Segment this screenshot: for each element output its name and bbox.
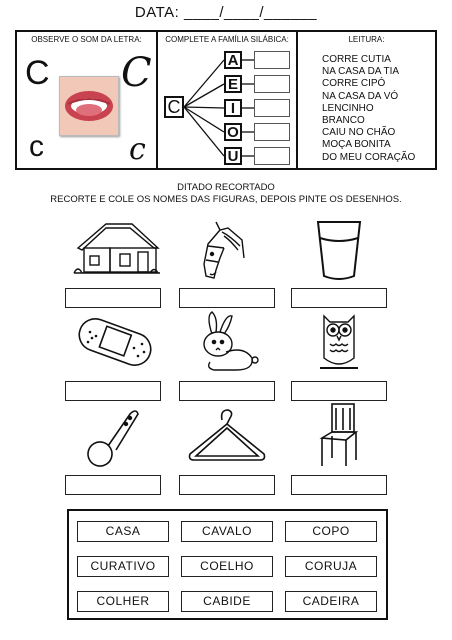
word-card-casa[interactable]: CASA [77,521,169,542]
word-card-cadeira[interactable]: CADEIRA [285,591,377,612]
horse-icon [198,218,248,282]
letter-cursive-small: c [129,132,146,167]
answer-box-coelho[interactable] [179,381,275,401]
vowel-box-u: U [224,147,242,165]
letter-sound-panel [15,30,158,170]
spoon-icon [82,404,142,470]
word-card-colher[interactable]: COLHER [77,591,169,612]
exercise-title: DITADO RECORTADO [177,182,275,193]
letter-upper: C [25,54,50,92]
letter-sound-title: OBSERVE O SOM DA LETRA: [31,35,142,44]
reading-line: CAIU NO CHÃO [322,127,396,139]
reading-line: CORRE CIPÓ [322,78,386,90]
word-card-coruja[interactable]: CORUJA [285,556,377,577]
owl-icon [316,308,362,374]
reading-line: NA CASA DA TIA [322,66,400,78]
reading-title: LEITURA: [348,35,385,44]
house-icon [72,218,162,278]
word-card-copo[interactable]: COPO [285,521,377,542]
word-card-curativo[interactable]: CURATIVO [77,556,169,577]
syllable-answer-box[interactable] [254,75,290,93]
vowel-box-o: O [224,123,242,141]
exercise-instructions: RECORTE E COLE OS NOMES DAS FIGURAS, DEPOIS PINTE OS DESENHOS. [50,194,402,205]
answer-box-curativo[interactable] [65,381,161,401]
answer-box-casa[interactable] [65,288,161,308]
reading-line: LENCINHO [322,102,374,114]
vowel-box-e: E [224,75,242,93]
answer-box-colher[interactable] [65,475,161,495]
word-card-cavalo[interactable]: CAVALO [181,521,273,542]
reading-line: DO MEU CORAÇÃO [322,151,416,163]
answer-box-cabide[interactable] [179,475,275,495]
syllable-answer-box[interactable] [254,147,290,165]
syllable-family-title: COMPLETE A FAMÍLIA SILÁBICA: [165,35,289,44]
glass-icon [314,218,364,282]
reading-line: CORRE CUTIA [322,54,391,65]
date-label: DATA: ____/____/______ [134,4,318,21]
answer-box-cadeira[interactable] [291,475,387,495]
reading-line: NA CASA DA VÓ [322,90,399,102]
word-card-cabide[interactable]: CABIDE [181,591,273,612]
bandage-icon [72,312,158,372]
syllable-answer-box[interactable] [254,51,290,69]
word-bank [67,509,388,620]
syllable-answer-box[interactable] [254,123,290,141]
syllable-family-panel [156,30,298,170]
answer-box-cavalo[interactable] [179,288,275,308]
hanger-icon [186,406,268,466]
mouth-image [59,76,119,136]
reading-line: MOÇA BONITA [322,139,391,151]
letter-cursive: C [121,50,152,96]
reading-text [322,54,415,164]
consonant-box: C [164,96,184,118]
chair-icon [318,402,360,468]
syllable-answer-box[interactable] [254,99,290,117]
rabbit-icon [192,310,262,374]
vowel-box-a: A [224,51,242,69]
reading-line: BRANCO [322,115,365,127]
letter-print-small: c [29,130,44,163]
answer-box-copo[interactable] [291,288,387,308]
word-card-coelho[interactable]: COELHO [181,556,273,577]
answer-box-coruja[interactable] [291,381,387,401]
vowel-box-i: I [224,99,242,117]
reading-panel [296,30,437,170]
